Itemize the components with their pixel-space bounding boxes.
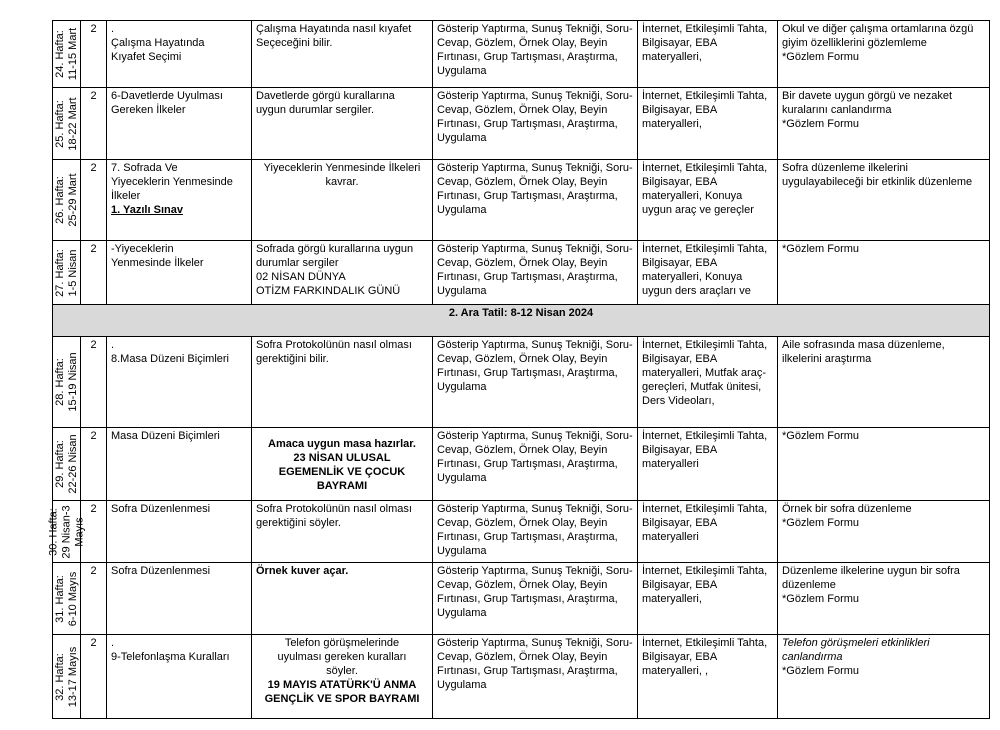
outcome-cell: Örnek kuver açar. [252,563,433,635]
table-row [53,428,990,501]
outcome-cell: Amaca uygun masa hazırlar. 23 NİSAN ULUSAL EGEMENLİK VE ÇOCUK BAYRAMI [252,428,433,501]
week-cell: 24. Hafta: 11-15 Mart [53,21,81,88]
week-cell: 29. Hafta: 22-26 Nisan [53,428,81,501]
method-cell: Gösterip Yaptırma, Sunuş Tekniği, Soru-Cevap, Gözlem, Örnek Olay, Beyin Fırtınası, Grup Tartışması, Araştırma, Uygulama [433,160,638,241]
method-cell: Gösterip Yaptırma, Sunuş Tekniği, Soru-Cevap, Gözlem, Örnek Olay, Beyin Fırtınası, Grup Tartışması, Araştırma, Uygulama [433,501,638,563]
table-row [53,241,990,305]
table-row [53,21,990,88]
materials-cell: İnternet, Etkileşimli Tahta, Bilgisayar, EBA materyalleri, , [638,635,778,719]
topic-cell: . Çalışma Hayatında Kıyafet Seçimi [107,21,252,88]
materials-cell: İnternet, Etkileşimli Tahta, Bilgisayar, EBA materyalleri, Konuya uygun ders araçları ve [638,241,778,305]
annual-plan-table [47,20,990,719]
topic-cell: -Yiyeceklerin Yenmesinde İlkeler [107,241,252,305]
hours-cell: 2 [81,501,107,563]
table-row [53,88,990,160]
topic-cell: . 9-Telefonlaşma Kuralları [107,635,252,719]
outcome-cell: Sofra Protokolünün nasıl olması gerektiğini söyler. [252,501,433,563]
topic-cell: Sofra Düzenlenmesi [107,563,252,635]
table-row [53,501,990,563]
materials-cell: İnternet, Etkileşimli Tahta, Bilgisayar, EBA materyalleri [638,501,778,563]
assessment-cell: Bir davete uygun görgü ve nezaket kuralarını canlandırma *Gözlem Formu [778,88,990,160]
table-row [53,635,990,719]
materials-cell: İnternet, Etkileşimli Tahta, Bilgisayar, EBA materyalleri, [638,88,778,160]
method-cell: Gösterip Yaptırma, Sunuş Tekniği, Soru-Cevap, Gözlem, Örnek Olay, Beyin Fırtınası, Grup Tartışması, Araştırma, Uygulama [433,635,638,719]
method-cell: Gösterip Yaptırma, Sunuş Tekniği, Soru-Cevap, Gözlem, Örnek Olay, Beyin Fırtınası, Grup Tartışması, Araştırma, Uygulama [433,563,638,635]
materials-cell: İnternet, Etkileşimli Tahta, Bilgisayar, EBA materyalleri, Mutfak araç-gereçleri, Mutfak ünitesi, Ders Videoları, [638,337,778,428]
method-cell: Gösterip Yaptırma, Sunuş Tekniği, Soru-Cevap, Gözlem, Örnek Olay, Beyin Fırtınası, Grup Tartışması, Araştırma, Uygulama [433,21,638,88]
hours-cell: 2 [81,88,107,160]
topic-cell: 7. Sofrada Ve Yiyeceklerin Yenmesinde İlkeler 1. Yazılı Sınav [107,160,252,241]
assessment-cell: Telefon görüşmeleri etkinlikleri canlandırma *Gözlem Formu [778,635,990,719]
materials-cell: İnternet, Etkileşimli Tahta, Bilgisayar, EBA materyalleri, [638,563,778,635]
method-cell: Gösterip Yaptırma, Sunuş Tekniği, Soru-Cevap, Gözlem, Örnek Olay, Beyin Fırtınası, Grup Tartışması, Araştırma, Uygulama [433,337,638,428]
hours-cell: 2 [81,160,107,241]
assessment-cell: Aile sofrasında masa düzenleme, ilkelerini araştırma [778,337,990,428]
hours-cell: 2 [81,21,107,88]
topic-cell: Sofra Düzenlenmesi [107,501,252,563]
table-row [53,337,990,428]
hours-cell: 2 [81,337,107,428]
method-cell: Gösterip Yaptırma, Sunuş Tekniği, Soru-Cevap, Gözlem, Örnek Olay, Beyin Fırtınası, Grup Tartışması, Araştırma, Uygulama [433,88,638,160]
week-cell: 26. Hafta: 25-29 Mart [53,160,81,241]
materials-cell: İnternet, Etkileşimli Tahta, Bilgisayar, EBA materyalleri [638,428,778,501]
week-cell: 27. Hafta: 1-5 Nisan [53,241,81,305]
topic-cell: Masa Düzeni Biçimleri [107,428,252,501]
topic-cell: 6-Davetlerde Uyulması Gereken İlkeler [107,88,252,160]
materials-cell: İnternet, Etkileşimli Tahta, Bilgisayar, EBA materyalleri, [638,21,778,88]
outcome-cell: Sofrada görgü kurallarına uygun durumlar sergiler 02 NİSAN DÜNYA OTİZM FARKINDALIK GÜNÜ [252,241,433,305]
week-cell: 30. Hafta: 29 Nisan-3 Mayıs [53,501,81,563]
table-row [53,160,990,241]
week-cell: 25. Hafta: 18-22 Mart [53,88,81,160]
assessment-cell: Sofra düzenleme ilkelerini uygulayabileceği bir etkinlik düzenleme [778,160,990,241]
hours-cell: 2 [81,241,107,305]
outcome-cell: Davetlerde görgü kurallarına uygun durumlar sergiler. [252,88,433,160]
assessment-cell: Okul ve diğer çalışma ortamlarına özgü giyim özelliklerini gözlemleme *Gözlem Formu [778,21,990,88]
hours-cell: 2 [81,563,107,635]
outcome-cell: Çalışma Hayatında nasıl kıyafet Seçeceğini bilir. [252,21,433,88]
hours-cell: 2 [81,428,107,501]
assessment-cell: Örnek bir sofra düzenleme *Gözlem Formu [778,501,990,563]
break-row [53,305,990,337]
hours-cell: 2 [81,635,107,719]
outcome-cell: Sofra Protokolünün nasıl olması gerektiğini bilir. [252,337,433,428]
method-cell: Gösterip Yaptırma, Sunuş Tekniği, Soru-Cevap, Gözlem, Örnek Olay, Beyin Fırtınası, Grup Tartışması, Araştırma, Uygulama [433,241,638,305]
method-cell: Gösterip Yaptırma, Sunuş Tekniği, Soru-Cevap, Gözlem, Örnek Olay, Beyin Fırtınası, Grup Tartışması, Araştırma, Uygulama [433,428,638,501]
outcome-cell: Yiyeceklerin Yenmesinde İlkeleri kavrar. [252,160,433,241]
table-row [53,563,990,635]
outcome-cell: Telefon görüşmelerinde uyulması gereken kuralları söyler. 19 MAYIS ATATÜRK'Ü ANMA GENÇLİK VE SPOR BAYRAMI [252,635,433,719]
assessment-cell: *Gözlem Formu [778,428,990,501]
materials-cell: İnternet, Etkileşimli Tahta, Bilgisayar, EBA materyalleri, Konuya uygun araç ve gereçler [638,160,778,241]
week-cell: 31. Hafta: 6-10 Mayıs [53,563,81,635]
break-row-label: 2. Ara Tatil: 8-12 Nisan 2024 [53,305,990,337]
topic-cell: . 8.Masa Düzeni Biçimleri [107,337,252,428]
week-cell: 32. Hafta: 13-17 Mayıs [53,635,81,719]
assessment-cell: *Gözlem Formu [778,241,990,305]
week-cell: 28. Hafta: 15-19 Nisan [53,337,81,428]
assessment-cell: Düzenleme ilkelerine uygun bir sofra düzenleme *Gözlem Formu [778,563,990,635]
exam-label: 1. Yazılı Sınav [111,204,183,216]
